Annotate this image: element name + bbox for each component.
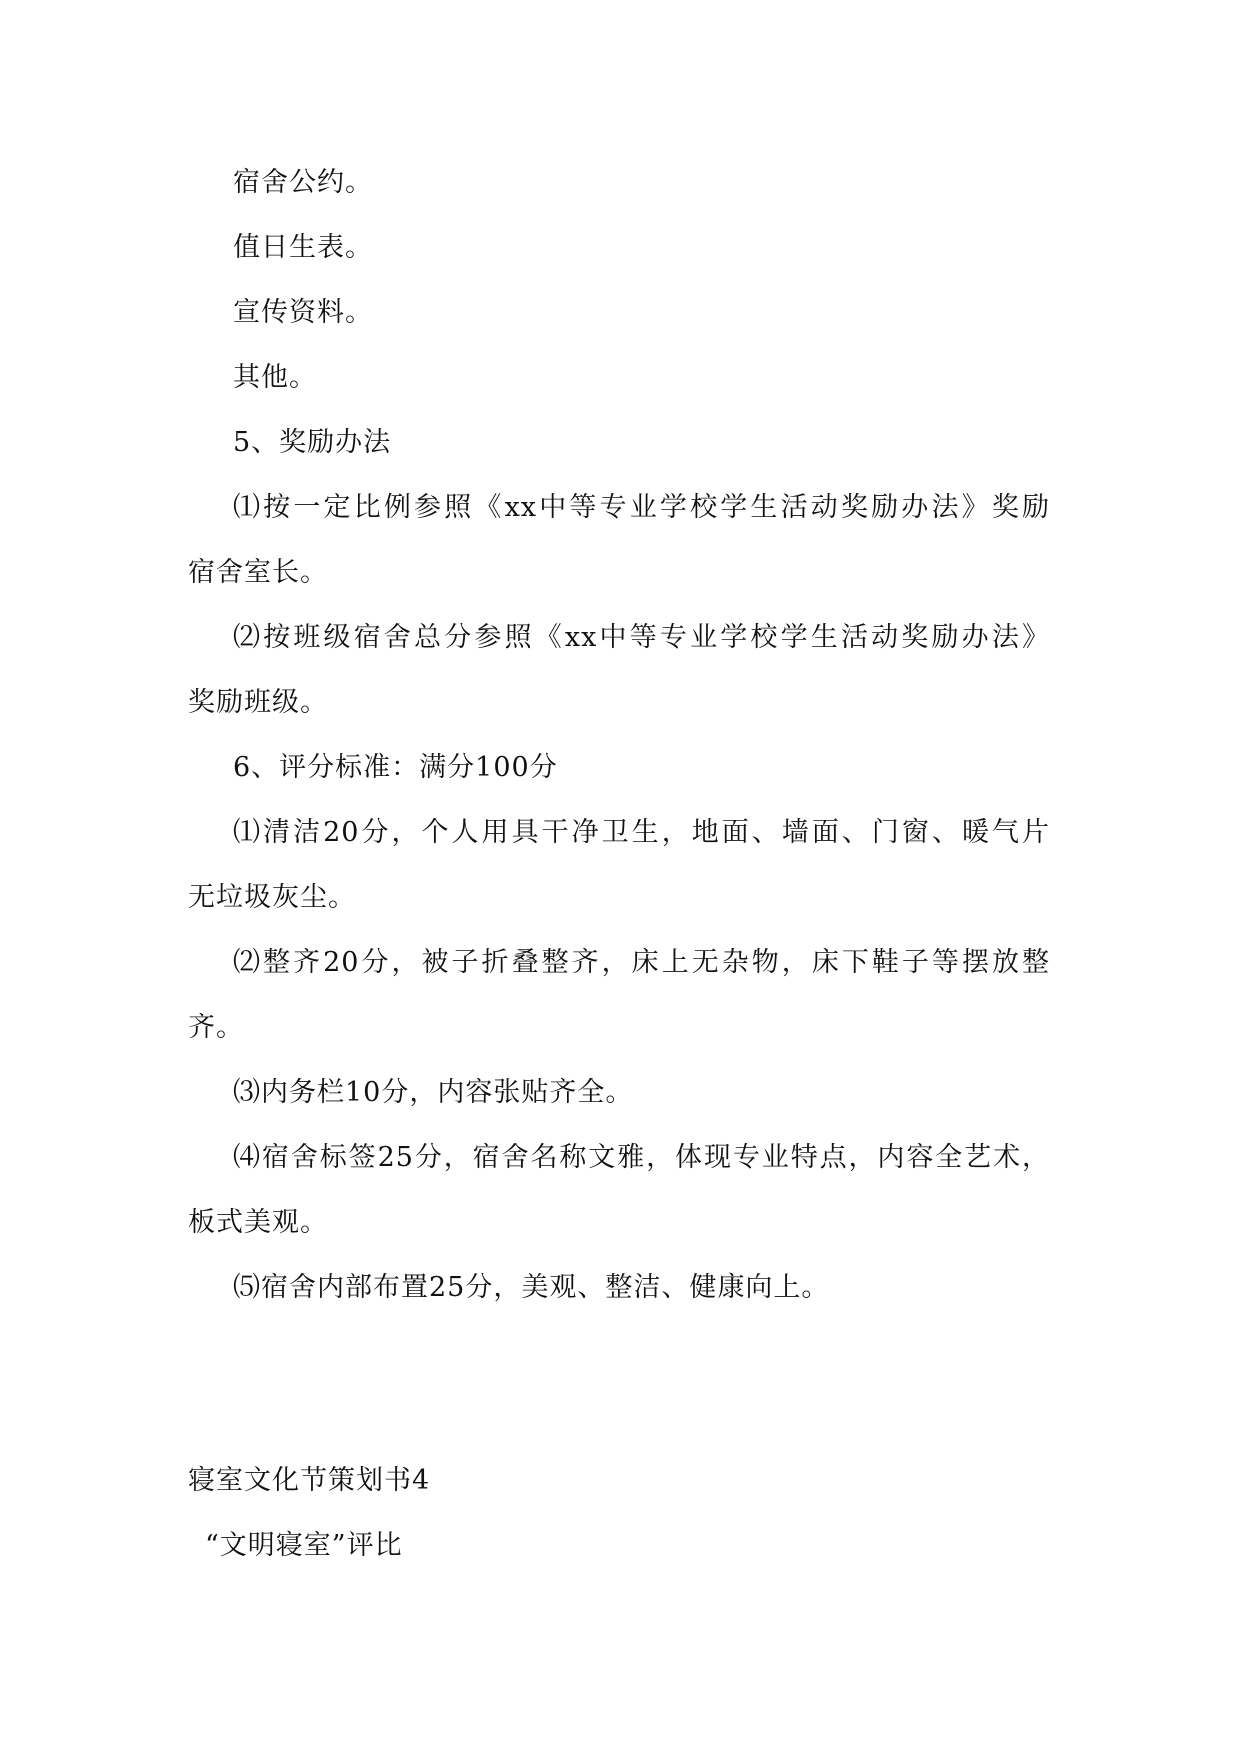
paragraph-line: ⑵按班级宿舍总分参照《xx中等专业学校学生活动奖励办法》: [233, 622, 1050, 653]
paragraph-line: ⑴按一定比例参照《xx中等专业学校学生活动奖励办法》奖励: [233, 492, 1050, 523]
paragraph-line: 其他。: [233, 362, 317, 393]
section-subtitle: “文明寝室”评比: [205, 1530, 403, 1561]
paragraph-line: ⑴清洁20分，个人用具干净卫生，地面、墙面、门窗、暖气片: [233, 817, 1050, 848]
paragraph-line: 奖励班级。: [188, 687, 328, 718]
section-heading: 6、评分标准：满分100分: [233, 752, 558, 783]
paragraph-line: 无垃圾灰尘。: [188, 882, 356, 913]
paragraph-line: ⑵整齐20分，被子折叠整齐，床上无杂物，床下鞋子等摆放整: [233, 947, 1050, 978]
paragraph-line: ⑶内务栏10分，内容张贴齐全。: [233, 1077, 634, 1108]
section-heading: 5、奖励办法: [233, 427, 392, 458]
paragraph-line: ⑸宿舍内部布置25分，美观、整洁、健康向上。: [233, 1272, 830, 1303]
paragraph-line: 宿舍公约。: [233, 167, 373, 198]
paragraph-line: ⑷宿舍标签25分，宿舍名称文雅，体现专业特点，内容全艺术，: [233, 1142, 1050, 1173]
section-title: 寝室文化节策划书4: [188, 1465, 431, 1496]
paragraph-line: 宿舍室长。: [188, 557, 328, 588]
paragraph-line: 值日生表。: [233, 232, 373, 263]
paragraph-line: 板式美观。: [188, 1207, 328, 1238]
paragraph-line: 宣传资料。: [233, 297, 373, 328]
paragraph-line: 齐。: [188, 1012, 244, 1043]
